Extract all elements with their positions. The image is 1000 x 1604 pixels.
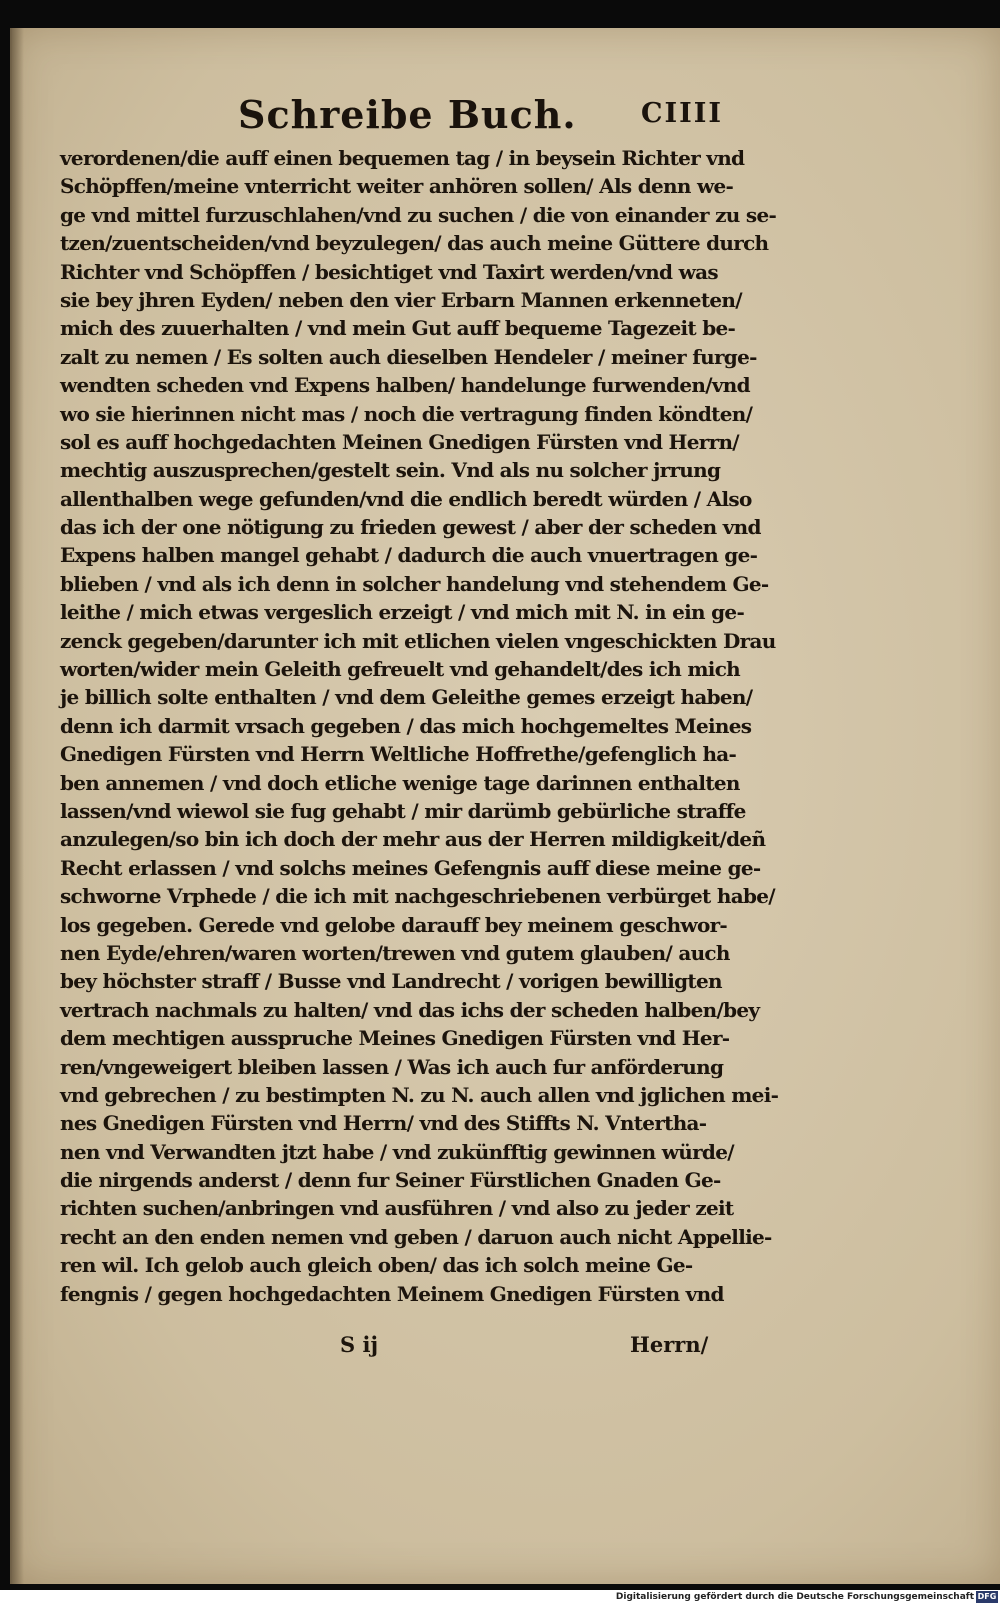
- footer-bar: [0, 1590, 1000, 1604]
- text-line: anzulegen/so bin ich doch der mehr aus der Herren mildigkeit/deñ: [60, 827, 766, 852]
- text-line: leithe / mich etwas vergeslich erzeigt / vnd mich mit N. in ein ge-: [60, 600, 745, 625]
- footer-credit: Digitalisierung gefördert durch die Deutsche Forschungsgemeinschaft: [615, 1592, 974, 1602]
- text-line: wendten scheden vnd Expens halben/ handelunge furwenden/vnd: [60, 373, 750, 398]
- signature-mark: S ij: [340, 1332, 379, 1357]
- text-line: tzen/zuentscheiden/vnd beyzulegen/ das auch meine Güttere durch: [60, 231, 769, 256]
- text-line: das ich der one nötigung zu frieden gewest / aber der scheden vnd: [60, 515, 761, 540]
- text-line: richten suchen/anbringen vnd ausführen / vnd also zu jeder zeit: [60, 1196, 734, 1221]
- text-line: fengnis / gegen hochgedachten Meinem Gnedigen Fürsten vnd: [60, 1281, 724, 1306]
- text-line: bey höchster straff / Busse vnd Landrecht / vorigen bewilligten: [60, 969, 722, 994]
- text-line: mechtig auszusprechen/gestelt sein. Vnd als nu solcher jrrung: [60, 458, 721, 483]
- text-line: mich des zuuerhalten / vnd mein Gut auff bequeme Tagezeit be-: [60, 316, 736, 341]
- page-title: Schreibe Buch.: [238, 92, 577, 137]
- text-line: recht an den enden nemen vnd geben / daruon auch nicht Appellie-: [60, 1224, 772, 1249]
- dfg-logo-icon: DFG: [977, 1592, 997, 1601]
- catchword: Herrn/: [630, 1332, 709, 1357]
- text-line: lassen/vnd wiewol sie fug gehabt / mir darümb gebürliche straffe: [60, 798, 746, 823]
- text-line: sol es auff hochgedachten Meinen Gnedigen Fürsten vnd Herrn/: [60, 429, 739, 454]
- text-line: los gegeben. Gerede vnd gelobe darauff bey meinem geschwor-: [60, 912, 728, 937]
- text-line: Recht erlassen / vnd solchs meines Gefengnis auff diese meine ge-: [60, 855, 761, 880]
- text-line: dem mechtigen ausspruche Meines Gnedigen Fürsten vnd Her-: [60, 1026, 730, 1051]
- text-line: die nirgends anderst / denn fur Seiner Fürstlichen Gnaden Ge-: [60, 1168, 721, 1193]
- text-line: wo sie hierinnen nicht mas / noch die vertragung finden köndten/: [60, 401, 753, 426]
- text-line: zalt zu nemen / Es solten auch dieselben Hendeler / meiner furge-: [60, 344, 757, 369]
- page-gutter-shadow: [10, 28, 24, 1584]
- text-line: nes Gnedigen Fürsten vnd Herrn/ vnd des Stiffts N. Vntertha-: [60, 1111, 707, 1136]
- text-line: Gnedigen Fürsten vnd Herrn Weltliche Hoffrethe/gefenglich ha-: [60, 742, 737, 767]
- text-line: ren wil. Ich gelob auch gleich oben/ das ich solch meine Ge-: [60, 1253, 693, 1278]
- text-line: sie bey jhren Eyden/ neben den vier Erbarn Mannen erkenneten/: [60, 287, 742, 312]
- folio-number: CIIII: [641, 98, 724, 129]
- text-line: Schöpffen/meine vnterricht weiter anhören sollen/ Als denn we-: [60, 174, 734, 199]
- text-line: nen Eyde/ehren/waren worten/trewen vnd gutem glauben/ auch: [60, 940, 730, 965]
- text-line: ben annemen / vnd doch etliche wenige tage darinnen enthalten: [60, 770, 740, 795]
- text-line: allenthalben wege gefunden/vnd die endlich beredt würden / Also: [60, 486, 752, 511]
- text-line: blieben / vnd als ich denn in solcher handelung vnd stehendem Ge-: [60, 571, 769, 596]
- text-line: je billich solte enthalten / vnd dem Geleithe gemes erzeigt haben/: [60, 685, 753, 710]
- text-line: vertrach nachmals zu halten/ vnd das ichs der scheden halben/bey: [60, 997, 760, 1022]
- text-line: ren/vngeweigert bleiben lassen / Was ich auch fur anförderung: [60, 1054, 724, 1079]
- text-line: schworne Vrphede / die ich mit nachgeschriebenen verbürget habe/: [60, 884, 775, 909]
- text-line: denn ich darmit vrsach gegeben / das mich hochgemeltes Meines: [60, 713, 752, 738]
- text-line: vnd gebrechen / zu bestimpten N. zu N. auch allen vnd jglichen mei-: [60, 1082, 779, 1107]
- text-line: worten/wider mein Geleith gefreuelt vnd gehandelt/des ich mich: [60, 657, 741, 682]
- text-line: Richter vnd Schöpffen / besichtiget vnd Taxirt werden/vnd was: [60, 259, 718, 284]
- text-line: zenck gegeben/darunter ich mit etlichen vielen vngeschickten Drau: [60, 628, 776, 653]
- body-text: [60, 144, 779, 1308]
- text-line: Expens halben mangel gehabt / dadurch die auch vnuertragen ge-: [60, 543, 758, 568]
- running-head: [0, 92, 1000, 138]
- text-line: ge vnd mittel furzuschlahen/vnd zu suchen / die von einander zu se-: [60, 202, 777, 227]
- text-line: verordenen/die auff einen bequemen tag / in beysein Richter vnd: [60, 146, 745, 170]
- text-line: nen vnd Verwandten jtzt habe / vnd zukünfftig gewinnen würde/: [60, 1139, 734, 1164]
